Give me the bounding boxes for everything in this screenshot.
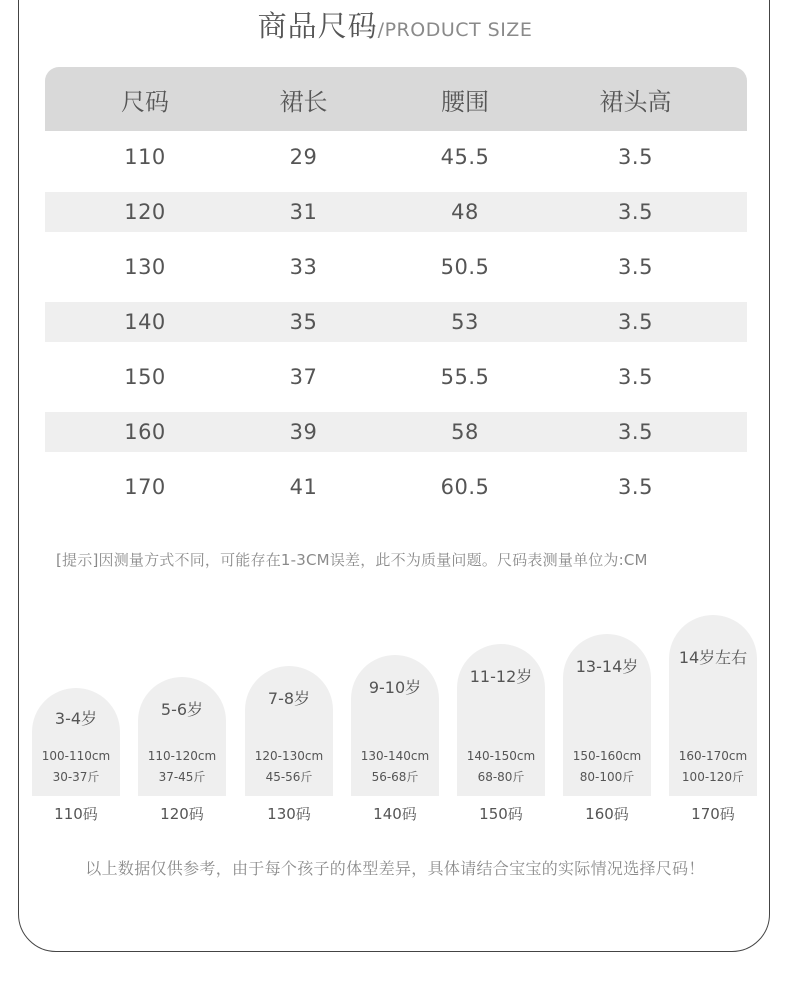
table-row xyxy=(45,247,747,287)
cell-length: 29 xyxy=(289,145,318,169)
age-label: 13-14岁 xyxy=(575,657,639,676)
height-range: 150-160cm xyxy=(572,749,642,763)
cell-waist: 48 xyxy=(451,200,479,224)
header-size: 尺码 xyxy=(121,87,169,116)
table-row xyxy=(45,412,747,452)
cell-waist: 55.5 xyxy=(440,365,490,389)
age-label: 11-12岁 xyxy=(469,667,533,686)
cell-waist: 50.5 xyxy=(440,255,490,279)
table-row xyxy=(45,192,747,232)
size-code: 110码 xyxy=(54,805,98,823)
cell-size: 140 xyxy=(124,310,166,334)
age-arch xyxy=(669,615,757,796)
title-en: /PRODUCT SIZE xyxy=(377,19,533,41)
age-arch xyxy=(563,634,651,796)
cell-length: 41 xyxy=(289,475,318,499)
cell-waistband: 3.5 xyxy=(618,145,653,169)
weight-range: 30-37斤 xyxy=(52,770,100,784)
age-arch xyxy=(138,677,226,796)
header-waist: 腰围 xyxy=(441,87,489,116)
cell-waistband: 3.5 xyxy=(618,365,653,389)
cell-waist: 58 xyxy=(451,420,479,444)
title-cn: 商品尺码 xyxy=(257,9,378,43)
page-title xyxy=(0,4,790,45)
cell-length: 31 xyxy=(289,200,318,224)
header-skirt-length: 裙长 xyxy=(279,87,328,116)
header-waistband-height: 裙头高 xyxy=(599,87,672,116)
cell-size: 110 xyxy=(124,145,166,169)
height-range: 130-140cm xyxy=(360,749,430,763)
table-header xyxy=(45,67,747,131)
cell-size: 150 xyxy=(124,365,166,389)
age-label: 5-6岁 xyxy=(160,700,204,719)
measurement-tip: [提示]因测量方式不同，可能存在1-3CM误差，此不为质量问题。尺码表测量单位为:CM xyxy=(56,551,648,569)
cell-size: 120 xyxy=(124,200,166,224)
age-arch xyxy=(457,644,545,796)
table-row xyxy=(45,302,747,342)
age-label: 3-4岁 xyxy=(54,709,98,728)
age-label: 14岁左右 xyxy=(678,648,748,667)
age-arch xyxy=(351,655,439,796)
table-row xyxy=(45,137,747,177)
cell-size: 130 xyxy=(124,255,166,279)
size-code: 170码 xyxy=(691,805,735,823)
cell-length: 39 xyxy=(289,420,318,444)
size-code: 130码 xyxy=(267,805,311,823)
weight-range: 80-100斤 xyxy=(579,770,635,784)
weight-range: 68-80斤 xyxy=(477,770,525,784)
height-range: 160-170cm xyxy=(678,749,748,763)
cell-waistband: 3.5 xyxy=(618,420,653,444)
size-table xyxy=(45,67,747,522)
reference-note: 以上数据仅供参考，由于每个孩子的体型差异，具体请结合宝宝的实际情况选择尺码！ xyxy=(85,859,705,878)
height-range: 100-110cm xyxy=(41,749,111,763)
cell-waist: 45.5 xyxy=(440,145,490,169)
cell-size: 170 xyxy=(124,475,166,499)
size-code: 120码 xyxy=(160,805,204,823)
age-label: 7-8岁 xyxy=(267,689,311,708)
height-range: 110-120cm xyxy=(147,749,217,763)
age-label: 9-10岁 xyxy=(368,678,422,697)
weight-range: 100-120斤 xyxy=(681,770,745,784)
weight-range: 37-45斤 xyxy=(158,770,206,784)
cell-length: 37 xyxy=(289,365,318,389)
height-range: 120-130cm xyxy=(254,749,324,763)
cell-size: 160 xyxy=(124,420,166,444)
age-arch xyxy=(32,688,120,796)
cell-length: 33 xyxy=(289,255,318,279)
cell-length: 35 xyxy=(289,310,318,334)
cell-waistband: 3.5 xyxy=(618,310,653,334)
table-row xyxy=(45,467,747,507)
height-range: 140-150cm xyxy=(466,749,536,763)
weight-range: 56-68斤 xyxy=(371,770,419,784)
table-row xyxy=(45,357,747,397)
age-arch xyxy=(245,666,333,796)
cell-waistband: 3.5 xyxy=(618,200,653,224)
size-code: 150码 xyxy=(479,805,523,823)
weight-range: 45-56斤 xyxy=(265,770,313,784)
cell-waistband: 3.5 xyxy=(618,475,653,499)
cell-waist: 53 xyxy=(451,310,479,334)
cell-waist: 60.5 xyxy=(440,475,490,499)
cell-waistband: 3.5 xyxy=(618,255,653,279)
size-code: 160码 xyxy=(585,805,629,823)
size-code: 140码 xyxy=(373,805,417,823)
